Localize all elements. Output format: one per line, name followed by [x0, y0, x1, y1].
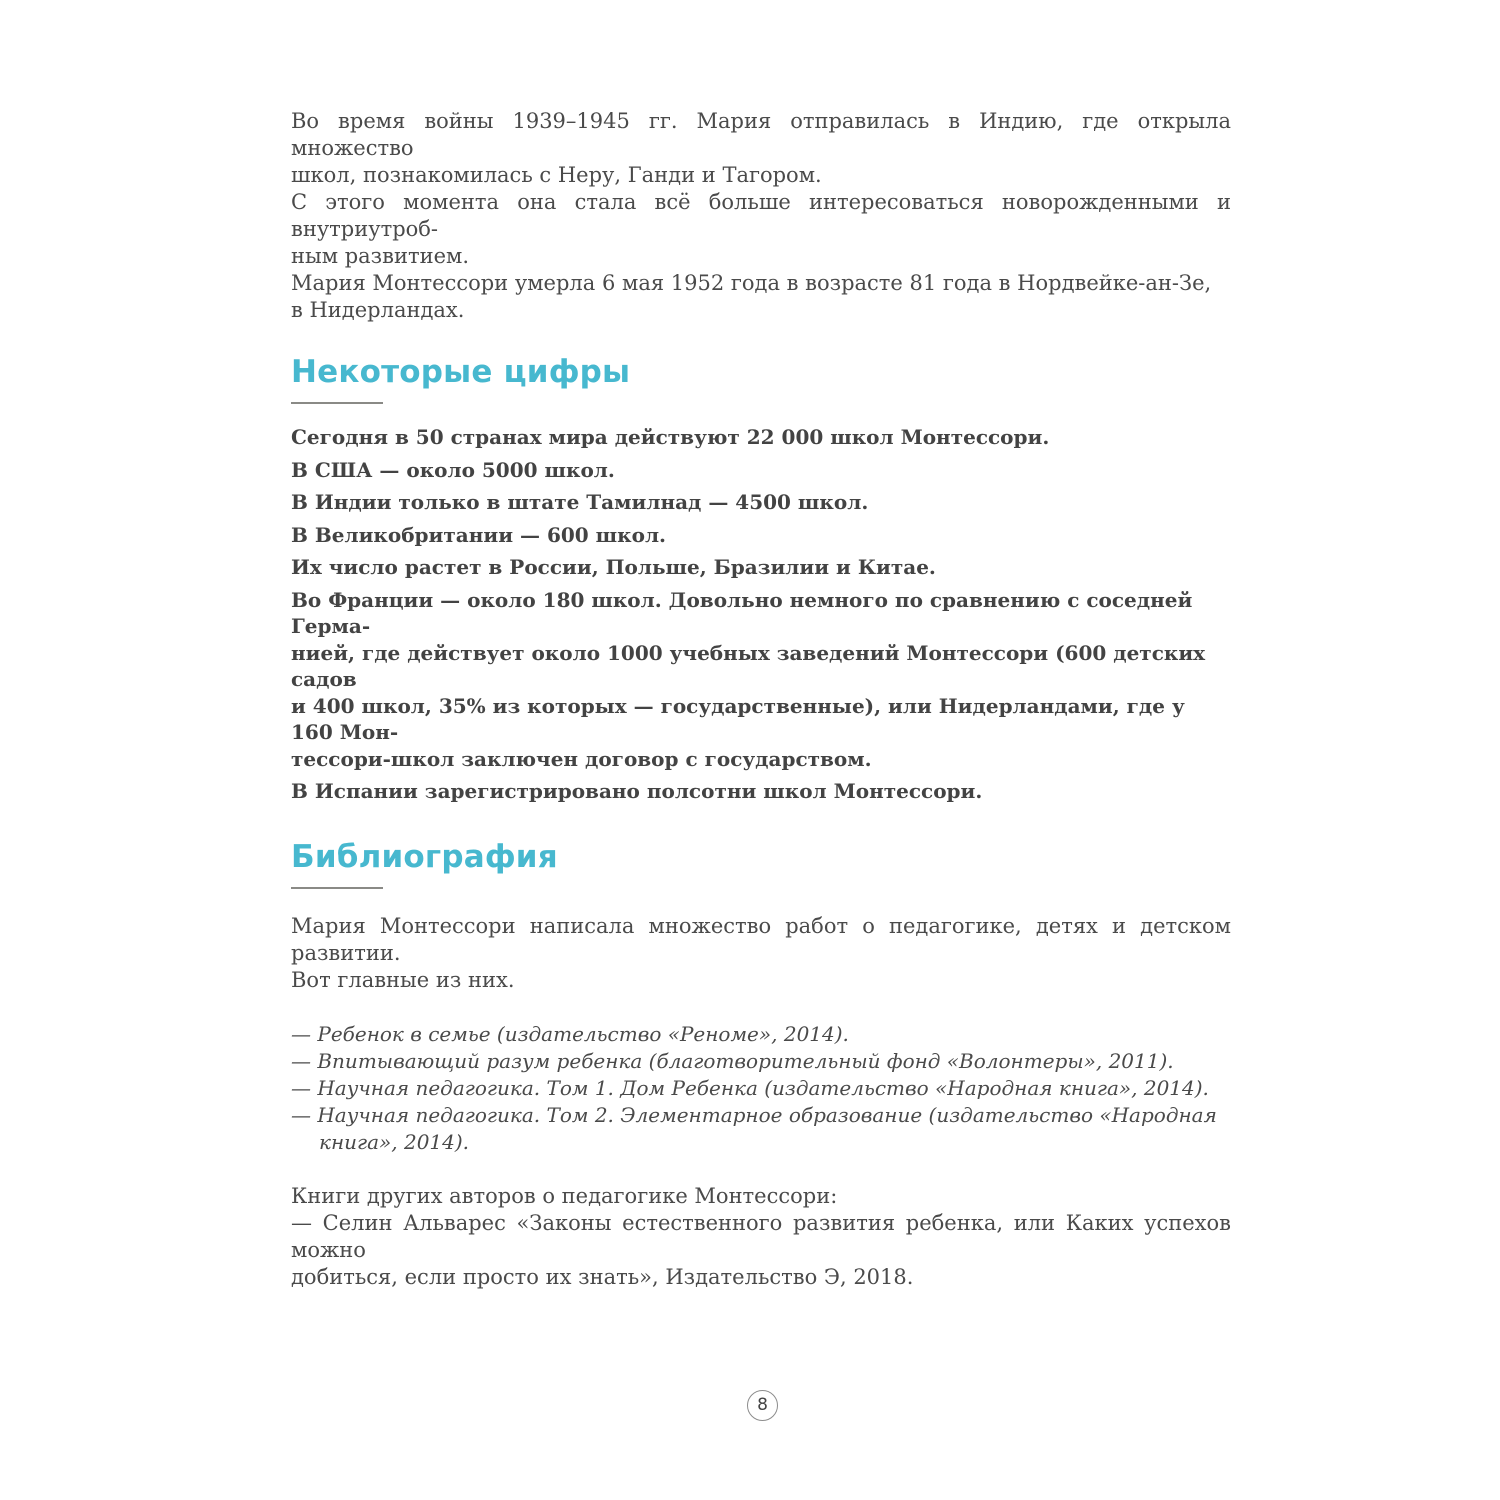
works-list — [291, 1021, 1231, 1156]
heading-divider — [291, 887, 383, 889]
fact-line: Во Франции — около 180 школ. Довольно немного по сравнению с соседней Герма- — [291, 587, 1193, 638]
section-heading-bibliography: Библиография — [291, 838, 558, 875]
fact-item: В Великобритании — 600 школ. — [291, 522, 667, 547]
work-item: — Научная педагогика. Том 1. Дом Ребенка (издательство «Народная книга», 2014). — [291, 1075, 1209, 1100]
bib-intro-line: Вот главные из них. — [291, 967, 515, 992]
work-item — [291, 1102, 1231, 1156]
work-item: — Впитывающий разум ребенка (благотворительный фонд «Волонтеры», 2011). — [291, 1048, 1174, 1073]
intro-line: ным развитием. — [291, 244, 470, 268]
other-author-line: добиться, если просто их знать», Издательство Э, 2018. — [291, 1264, 914, 1289]
bibliography-intro — [291, 913, 1231, 994]
page-number: 8 — [747, 1390, 778, 1421]
intro-text — [291, 108, 1231, 324]
work-item: — Ребенок в семье (издательство «Реноме», 2014). — [291, 1021, 849, 1046]
fact-item: Их число растет в России, Польше, Бразилии и Китае. — [291, 555, 936, 579]
figures-list — [291, 424, 1231, 805]
fact-line: нией, где действует около 1000 учебных заведений Монтессори (600 детских садов — [291, 640, 1206, 691]
work-item-line: — Научная педагогика. Том 2. Элементарное образование (издательство «Народная — [291, 1102, 1217, 1127]
fact-line: тессори-школ заключен договор с государством. — [291, 746, 872, 771]
intro-line: Во время войны 1939–1945 гг. Мария отправилась в Индию, где открыла множество — [291, 109, 1231, 160]
page-content — [291, 108, 1231, 1291]
heading-divider — [291, 402, 383, 404]
fact-item: В США — около 5000 школ. — [291, 457, 615, 482]
fact-item: Сегодня в 50 странах мира действуют 22 000 школ Монтессори. — [291, 425, 1050, 449]
intro-line: С этого момента она стала всё больше интересоваться новорожденными и внутриутроб- — [291, 190, 1231, 241]
section-heading-figures: Некоторые цифры — [291, 354, 631, 390]
other-authors-heading: Книги других авторов о педагогике Монтессори: — [291, 1183, 838, 1208]
intro-line: школ, познакомилась с Неру, Ганди и Тагором. — [291, 163, 822, 187]
other-authors — [291, 1183, 1231, 1291]
work-item-line: книга», 2014). — [319, 1129, 470, 1154]
fact-line: и 400 школ, 35% из которых — государственные), или Нидерландами, где у 160 Мон- — [291, 693, 1185, 744]
fact-item: В Индии только в штате Тамилнад — 4500 школ. — [291, 490, 869, 514]
bib-intro-line: Мария Монтессори написала множество работ о педагогике, детях и детском развитии. — [291, 913, 1231, 965]
intro-line: в Нидерландах. — [291, 298, 465, 322]
fact-item: В Испании зарегистрировано полсотни школ Монтессори. — [291, 779, 983, 803]
intro-line: Мария Монтессори умерла 6 мая 1952 года в возрасте 81 года в Нордвейке-ан-Зе, — [291, 271, 1212, 295]
other-author-line: — Селин Альварес «Законы естественного развития ребенка, или Каких успехов можно — [291, 1210, 1231, 1262]
fact-item-france — [291, 587, 1231, 773]
